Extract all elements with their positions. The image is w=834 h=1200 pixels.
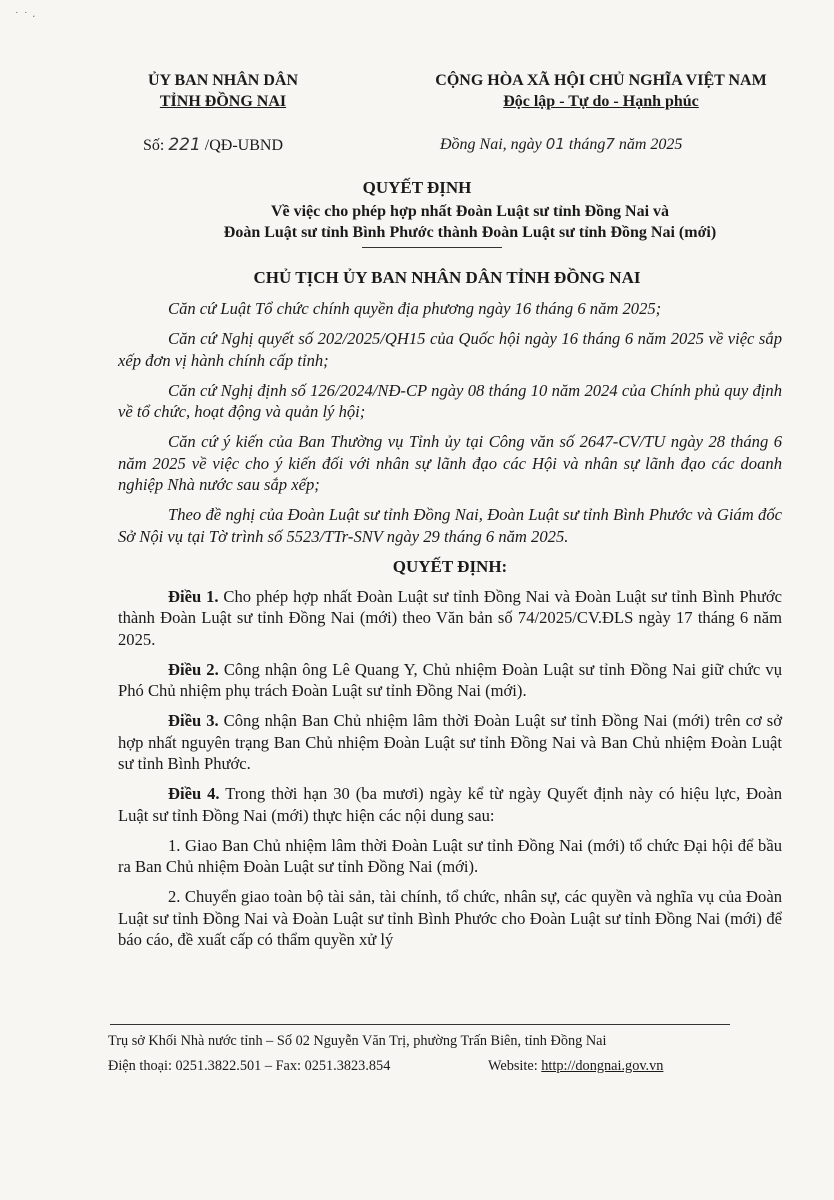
subtitle-line-1: Về việc cho phép hợp nhất Đoàn Luật sư tỉnh Đồng Nai và: [270, 203, 670, 220]
document-title: QUYẾT ĐỊNH: [362, 178, 472, 197]
footer-contact: [108, 1058, 748, 1075]
decision-heading: QUYẾT ĐỊNH:: [392, 557, 508, 576]
footer-divider: [110, 1024, 730, 1025]
document-subtitle: [100, 201, 834, 243]
document-number: [143, 135, 283, 155]
date-month: 7: [605, 135, 615, 153]
national-motto: [385, 70, 817, 112]
legal-basis: Căn cứ ý kiến của Ban Thường vụ Tỉnh ủy tại Công văn số 2647-CV/TU ngày 28 tháng 6 năm 2025 về việc cho ý kiến đối với nhân sự lãnh đạo các Hội và nhân sự lãnh đạo các doanh nghiệp Nhà nước sau sắp xếp;: [118, 432, 782, 494]
article: [118, 710, 782, 775]
doc-no-value: 221: [168, 135, 201, 155]
website-link[interactable]: http://dongnai.gov.vn: [541, 1058, 664, 1074]
date-day: 01: [545, 135, 565, 153]
issuing-agency: [118, 70, 328, 112]
title-divider: [362, 247, 502, 248]
document-date: [440, 135, 682, 154]
agency-line-1: ỦY BAN NHÂN DÂN: [147, 72, 299, 89]
article-label: Điều 1.: [168, 586, 219, 606]
article-text: Công nhận Ban Chủ nhiệm lâm thời Đoàn Luật sư tỉnh Đồng Nai (mới) trên cơ sở hợp nhất nguyên trạng Ban Chủ nhiệm Đoàn Luật sư tỉnh Đồng Nai và Ban Chủ nhiệm Đoàn Luật sư tỉnh Bình Phước.: [118, 711, 782, 773]
article: [118, 659, 782, 702]
website-label: Website:: [488, 1058, 538, 1074]
doc-no-suffix: /QĐ-UBND: [204, 137, 284, 154]
date-month-label: tháng: [568, 136, 606, 153]
date-place: Đồng Nai, ngày: [440, 136, 542, 153]
article-text: Cho phép hợp nhất Đoàn Luật sư tỉnh Đồng Nai và Đoàn Luật sư tỉnh Bình Phước thành Đoàn Luật sư tỉnh Đồng Nai (mới) theo Văn bản số 74/2025/CV.ĐLS ngày 17 tháng 6 năm 2025.: [118, 586, 782, 649]
scan-mark: ˙ ˙ ·: [14, 10, 36, 23]
article-item: 1. Giao Ban Chủ nhiệm lâm thời Đoàn Luật sư tỉnh Đồng Nai (mới) tổ chức Đại hội để bầu ra Ban Chủ nhiệm Đoàn Luật sư tỉnh Đồng Nai (mới).: [118, 835, 782, 876]
footer-address: Trụ sở Khối Nhà nước tỉnh – Số 02 Nguyễn Văn Trị, phường Trấn Biên, tỉnh Đồng Nai: [108, 1033, 607, 1049]
article: [118, 783, 782, 826]
article-label: Điều 3.: [168, 711, 219, 730]
nation-line-1: CỘNG HÒA XÃ HỘI CHỦ NGHĨA VIỆT NAM: [435, 72, 767, 89]
doc-no-prefix: Số:: [143, 137, 165, 154]
footer-website: [488, 1058, 663, 1075]
article-label: Điều 2.: [168, 659, 219, 679]
document-body: [118, 298, 782, 959]
article-text: Trong thời hạn 30 (ba mươi) ngày kể từ ngày Quyết định này có hiệu lực, Đoàn Luật sư tỉnh Đồng Nai (mới) thực hiện các nội dung sau:: [118, 784, 783, 825]
legal-basis: Căn cứ Luật Tổ chức chính quyền địa phương ngày 16 tháng 6 năm 2025;: [168, 299, 662, 318]
footer-phone-fax: Điện thoại: 0251.3822.501 – Fax: 0251.3823.854: [108, 1058, 391, 1074]
article: [118, 586, 782, 651]
article-label: Điều 4.: [168, 784, 220, 803]
date-year: năm 2025: [618, 136, 683, 153]
subtitle-line-2: Đoàn Luật sư tỉnh Bình Phước thành Đoàn Luật sư tỉnh Đồng Nai (mới): [223, 224, 717, 241]
nation-line-2: Độc lập - Tự do - Hạnh phúc: [503, 93, 699, 110]
agency-line-2: TỈNH ĐỒNG NAI: [159, 93, 287, 110]
legal-basis: Theo đề nghị của Đoàn Luật sư tỉnh Đồng Nai, Đoàn Luật sư tỉnh Bình Phước và Giám đốc Sở Nội vụ tại Tờ trình số 5523/TTr-SNV ngày 29 tháng 6 năm 2025.: [118, 505, 782, 546]
legal-basis: Căn cứ Nghị quyết số 202/2025/QH15 của Quốc hội ngày 16 tháng 6 năm 2025 về việc sắp xếp đơn vị hành chính cấp tỉnh;: [118, 329, 782, 370]
legal-basis: Căn cứ Nghị định số 126/2024/NĐ-CP ngày 08 tháng 10 năm 2024 của Chính phủ quy định về tổ chức, hoạt động và quản lý hội;: [118, 380, 782, 421]
article-text: Công nhận ông Lê Quang Y, Chủ nhiệm Đoàn Luật sư tỉnh Đồng Nai giữ chức vụ Phó Chủ nhiệm phụ trách Đoàn Luật sư tỉnh Đồng Nai (mới).: [118, 659, 782, 700]
issuer-heading: CHỦ TỊCH ỦY BAN NHÂN DÂN TỈNH ĐỒNG NAI: [253, 268, 641, 287]
article-item: 2. Chuyển giao toàn bộ tài sản, tài chính, tổ chức, nhân sự, các quyền và nghĩa vụ của Đoàn Luật sư tỉnh Đồng Nai và Đoàn Luật sư tỉnh Bình Phước cho Đoàn Luật sư tỉnh Đồng Nai (mới) để báo cáo, đề xuất cấp có thẩm quyền xử lý: [118, 887, 782, 949]
